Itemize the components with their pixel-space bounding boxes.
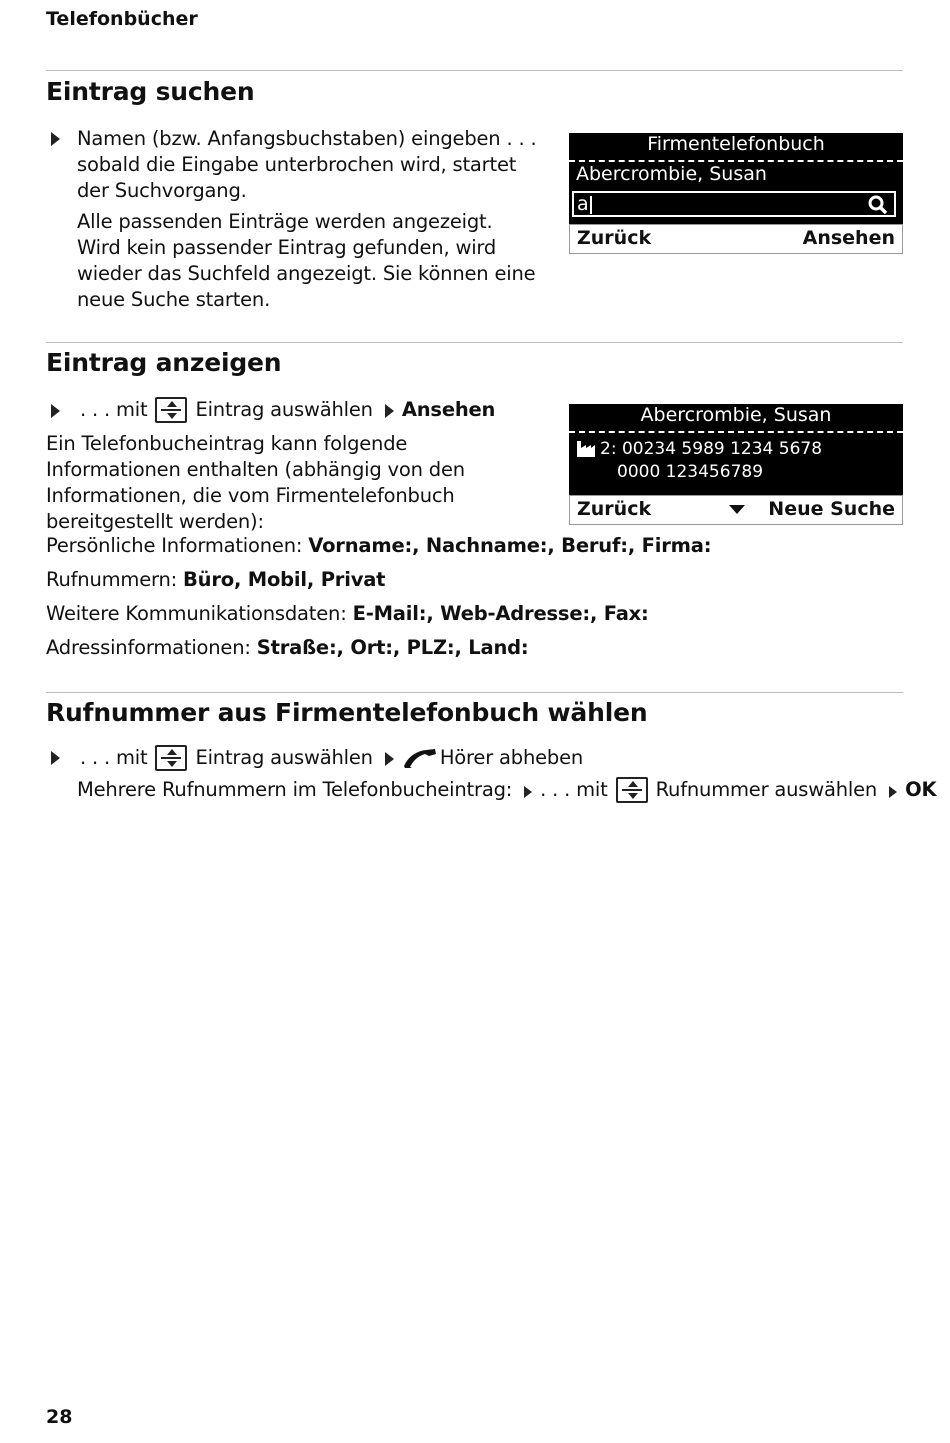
divider	[46, 692, 903, 693]
section-heading-show: Eintrag anzeigen	[46, 348, 282, 377]
info-line-numbers	[46, 567, 385, 593]
step-arrow-icon	[385, 752, 394, 766]
search-input-value: a	[577, 193, 589, 215]
phone-screen-entry	[569, 404, 903, 495]
search-step-text: Namen (bzw. Anfangsbuchstaben) eingeben . . . sobald die Eingabe unterbrochen wird, startet der Suchvorgang.	[77, 127, 537, 202]
step-select: Eintrag auswählen	[195, 398, 373, 421]
multi-select: Rufnummer auswählen	[655, 778, 878, 801]
info-label: Persönliche Informationen:	[46, 534, 303, 557]
step-prefix: . . . mit	[80, 398, 148, 421]
step-arrow-icon	[51, 132, 60, 146]
screen-title: Abercrombie, Susan	[640, 404, 832, 426]
office-building-icon	[577, 441, 595, 457]
search-icon	[868, 195, 888, 215]
softkey-back[interactable]: Zurück	[577, 498, 652, 520]
search-note-text: Alle passenden Einträge werden angezeigt. Wird kein passender Eintrag gefunden, wird wieder das Suchfeld angezeigt. Sie können eine neue Suche starten.	[77, 210, 536, 311]
softkey-back[interactable]: Zurück	[577, 227, 652, 249]
navigation-key-icon	[155, 745, 187, 771]
screen-title: Firmentelefonbuch	[647, 133, 825, 155]
step-arrow-icon	[51, 751, 60, 765]
multi-prefix: Mehrere Rufnummern im Telefonbucheintrag:	[77, 778, 513, 801]
step-select: Eintrag auswählen	[195, 746, 373, 769]
entry-number-line-2: 0000 123456789	[617, 462, 764, 482]
info-line-personal	[46, 533, 711, 559]
phone-screen-search	[569, 133, 903, 224]
multi-mid: . . . mit	[540, 778, 608, 801]
step-action-view: Ansehen	[401, 398, 496, 421]
screen-divider	[569, 431, 903, 433]
info-line-address	[46, 635, 529, 661]
divider	[46, 342, 903, 343]
softkey-bar-search	[569, 224, 903, 254]
info-label: Rufnummern:	[46, 568, 178, 591]
navigation-key-icon	[155, 397, 187, 423]
step-arrow-icon	[889, 786, 897, 798]
section-heading-dial: Rufnummer aus Firmentelefonbuch wählen	[46, 698, 648, 727]
info-values: E-Mail:, Web-Adresse:, Fax:	[352, 602, 649, 625]
info-values: Straße:, Ort:, PLZ:, Land:	[256, 636, 529, 659]
info-label: Weitere Kommunikationsdaten:	[46, 602, 347, 625]
step-prefix: . . . mit	[80, 746, 148, 769]
divider	[46, 70, 903, 71]
show-intro: Ein Telefonbucheintrag kann folgende Informationen enthalten (abhängig von den Informationen, die vom Firmentelefonbuch bereitgestellt werden):	[46, 432, 465, 533]
multi-action-ok: OK	[905, 778, 937, 801]
step-action-pickup: Hörer abheben	[439, 746, 584, 769]
softkey-bar-entry	[569, 495, 903, 525]
screen-entry: Abercrombie, Susan	[576, 163, 767, 185]
screen-divider	[569, 160, 903, 162]
info-values: Vorname:, Nachname:, Beruf:, Firma:	[308, 534, 712, 557]
handset-icon	[402, 747, 438, 769]
show-step	[80, 397, 495, 423]
step-arrow-icon	[51, 404, 60, 418]
softkey-view[interactable]: Ansehen	[802, 227, 895, 249]
navigation-key-icon	[616, 777, 648, 803]
search-input[interactable]	[572, 191, 896, 217]
dial-step	[80, 745, 583, 771]
info-label: Adressinformationen:	[46, 636, 251, 659]
step-arrow-icon	[524, 786, 532, 798]
dial-multi-step	[77, 777, 936, 803]
softkey-new-search[interactable]: Neue Suche	[768, 498, 895, 520]
text-cursor	[590, 196, 592, 214]
section-heading-search: Eintrag suchen	[46, 77, 255, 106]
chevron-down-icon[interactable]	[729, 505, 745, 514]
info-values: Büro, Mobil, Privat	[183, 568, 386, 591]
entry-number-line-1: 2: 00234 5989 1234 5678	[600, 439, 823, 459]
page-number: 28	[46, 1406, 73, 1428]
step-arrow-icon	[385, 404, 394, 418]
info-line-communication	[46, 601, 649, 627]
page-header: Telefonbücher	[46, 8, 198, 30]
